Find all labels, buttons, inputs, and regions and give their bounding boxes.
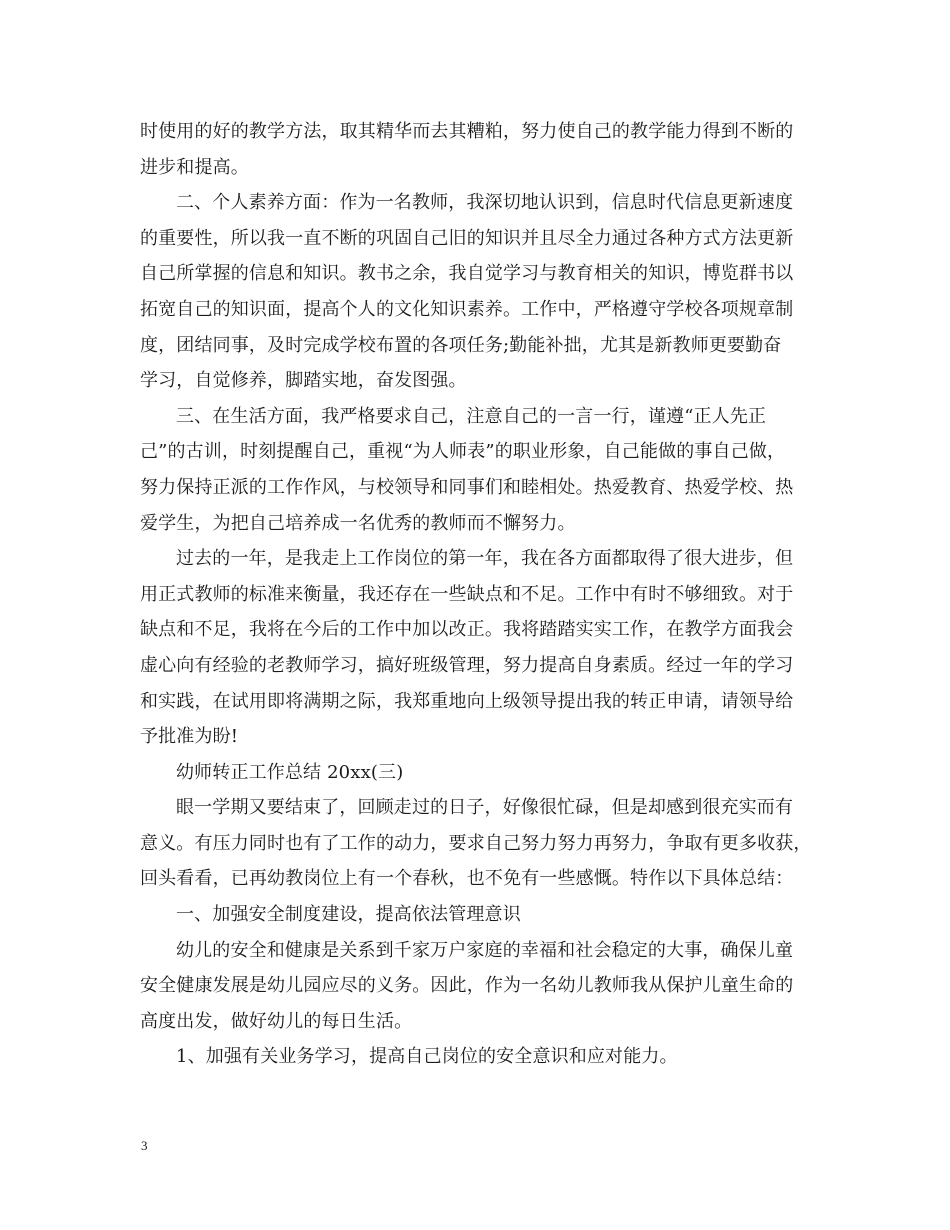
paragraph-line: 度，团结同事，及时完成学校布置的各项任务;勤能补拙，尤其是新教师更要勤奋 xyxy=(140,334,782,356)
subsection-heading: 一、加强安全制度建设，提高依法管理意识 xyxy=(176,904,521,926)
paragraph-line: 高度出发，做好幼儿的每日生活。 xyxy=(140,1010,413,1032)
paragraph-line: 回头看看，已再幼教岗位上有一个春秋，也不免有一些感慨。特作以下具体总结： xyxy=(140,868,794,890)
paragraph-line: 和实践，在试用即将满期之际，我郑重地向上级领导提出我的转正申请，请领导给 xyxy=(140,690,794,712)
paragraph-line: 用正式教师的标准来衡量，我还存在一些缺点和不足。工作中有时不够细致。对于 xyxy=(140,583,794,605)
paragraph-line: 三、在生活方面，我严格要求自己，注意自己的一言一行，谨遵“正人先正 xyxy=(176,405,767,427)
section-heading: 幼师转正工作总结 20xx(三) xyxy=(176,761,404,783)
paragraph-line: 二、个人素养方面：作为一名教师，我深切地认识到，信息时代信息更新速度 xyxy=(176,192,794,214)
paragraph-line: 学习，自觉修养，脚踏实地，奋发图强。 xyxy=(140,370,467,392)
paragraph-line: 进步和提高。 xyxy=(140,156,249,178)
paragraph-line: 意义。有压力同时也有了工作的动力，要求自己努力努力再努力，争取有更多收获， xyxy=(140,832,812,854)
paragraph-line: 努力保持正派的工作作风，与校领导和同事们和睦相处。热爱教育、热爱学校、热 xyxy=(140,476,794,498)
page-number: 3 xyxy=(141,1138,148,1153)
document-body xyxy=(140,114,816,1075)
paragraph-line: 予批准为盼! xyxy=(140,726,239,748)
paragraph-line: 缺点和不足，我将在今后的工作中加以改正。我将踏踏实实工作，在教学方面我会 xyxy=(140,619,794,641)
paragraph-line: 眼一学期又要结束了，回顾走过的日子，好像很忙碌，但是却感到很充实而有 xyxy=(176,797,794,819)
paragraph-line: 爱学生，为把自己培养成一名优秀的教师而不懈努力。 xyxy=(140,512,576,534)
paragraph-line: 时使用的好的教学方法，取其精华而去其糟粕，努力使自己的教学能力得到不断的 xyxy=(140,121,794,142)
paragraph-line: 过去的一年，是我走上工作岗位的第一年，我在各方面都取得了很大进步，但 xyxy=(176,548,794,570)
paragraph-line: 幼儿的安全和健康是关系到千家万户家庭的幸福和社会稳定的大事，确保儿童 xyxy=(176,939,794,961)
paragraph-line: 1、加强有关业务学习，提高自己岗位的安全意识和应对能力。 xyxy=(176,1046,678,1068)
paragraph-line: 的重要性，所以我一直不断的巩固自己旧的知识并且尽全力通过各种方式方法更新 xyxy=(140,227,794,249)
paragraph-line: 虚心向有经验的老教师学习，搞好班级管理，努力提高自身素质。经过一年的学习 xyxy=(140,654,794,676)
paragraph-line: 安全健康发展是幼儿园应尽的义务。因此，作为一名幼儿教师我从保护儿童生命的 xyxy=(140,975,794,997)
paragraph-line: 己”的古训，时刻提醒自己，重视“为人师表”的职业形象，自己能做的事自己做， xyxy=(140,441,786,463)
paragraph-line: 拓宽自己的知识面，提高个人的文化知识素养。工作中，严格遵守学校各项规章制 xyxy=(140,298,794,320)
paragraph-line: 自己所掌握的信息和知识。教书之余，我自觉学习与教育相关的知识，博览群书以 xyxy=(140,263,794,285)
